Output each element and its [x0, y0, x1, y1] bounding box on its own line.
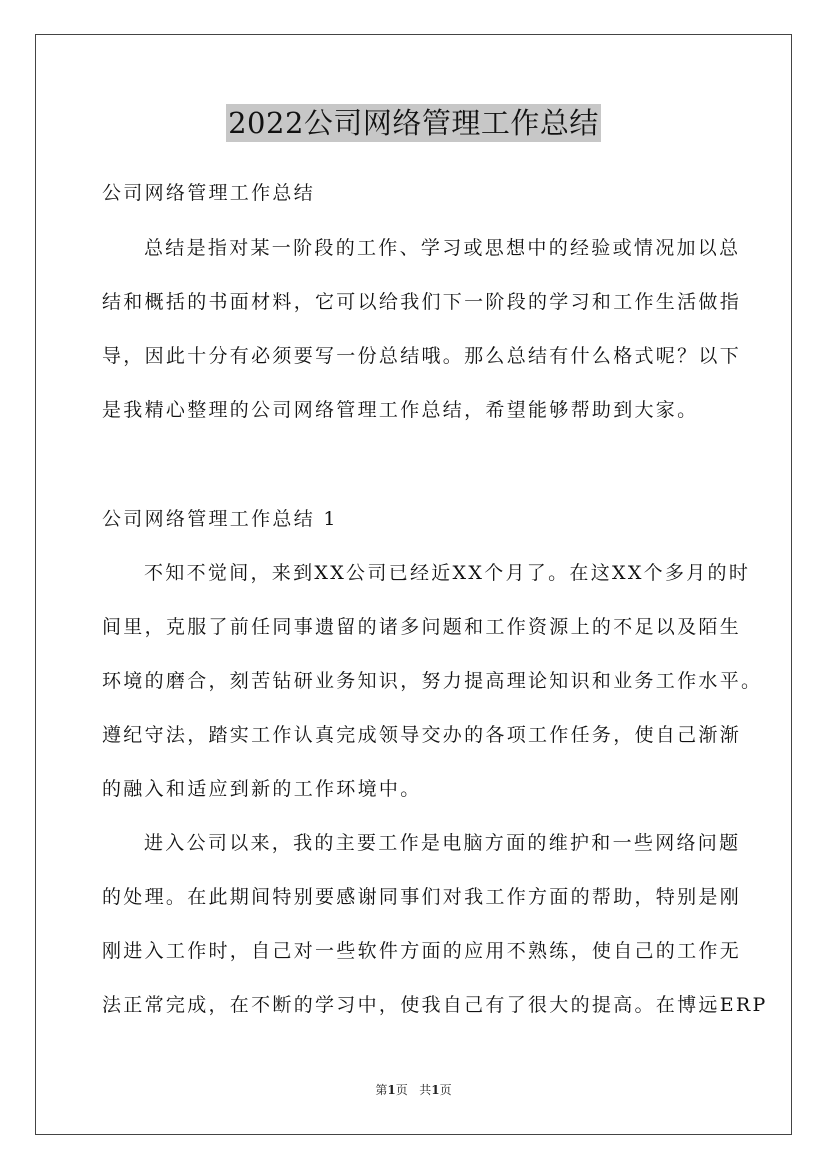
paragraph-line: 环境的磨合，刻苦钻研业务知识，努力提高理论知识和业务工作水平。: [102, 670, 763, 692]
paragraph-line: 的处理。在此期间特别要感谢同事们对我工作方面的帮助，特别是刚: [102, 886, 742, 908]
intro-line: 是我精心整理的公司网络管理工作总结，希望能够帮助到大家。: [102, 399, 699, 421]
total-suffix: 页: [439, 1083, 452, 1097]
paragraph-line: 进入公司以来，我的主要工作是电脑方面的维护和一些网络问题: [144, 832, 741, 854]
total-number: 1: [431, 1083, 440, 1097]
page-footer: [0, 1082, 827, 1098]
page-suffix: 页: [395, 1083, 408, 1097]
title-container: [0, 104, 827, 142]
paragraph-line: 间里，克服了前任同事遗留的诸多问题和工作资源上的不足以及陌生: [102, 616, 742, 638]
paragraph-line: 的融入和适应到新的工作环境中。: [102, 778, 422, 800]
total-prefix: 共: [419, 1083, 432, 1097]
document-title: 2022公司网络管理工作总结: [228, 106, 599, 140]
paragraph-line: 刚进入工作时，自己对一些软件方面的应用不熟练，使自己的工作无: [102, 940, 742, 962]
paragraph-line: 法正常完成，在不断的学习中，使我自己有了很大的提高。在博远ERP: [102, 994, 768, 1016]
page-prefix: 第: [375, 1083, 388, 1097]
intro-line: 总结是指对某一阶段的工作、学习或思想中的经验或情况加以总: [144, 237, 741, 259]
paragraph-line: 不知不觉间，来到XX公司已经近XX个月了。在这XX个多月的时: [144, 562, 751, 584]
page-number: 1: [387, 1083, 396, 1097]
intro-line: 导，因此十分有必须要写一份总结哦。那么总结有什么格式呢？以下: [102, 345, 742, 367]
section-heading: 公司网络管理工作总结 1: [102, 508, 338, 530]
subheading: 公司网络管理工作总结: [102, 182, 316, 204]
paragraph-line: 遵纪守法，踏实工作认真完成领导交办的各项工作任务，使自己渐渐: [102, 724, 742, 746]
intro-line: 结和概括的书面材料，它可以给我们下一阶段的学习和工作生活做指: [102, 291, 742, 313]
